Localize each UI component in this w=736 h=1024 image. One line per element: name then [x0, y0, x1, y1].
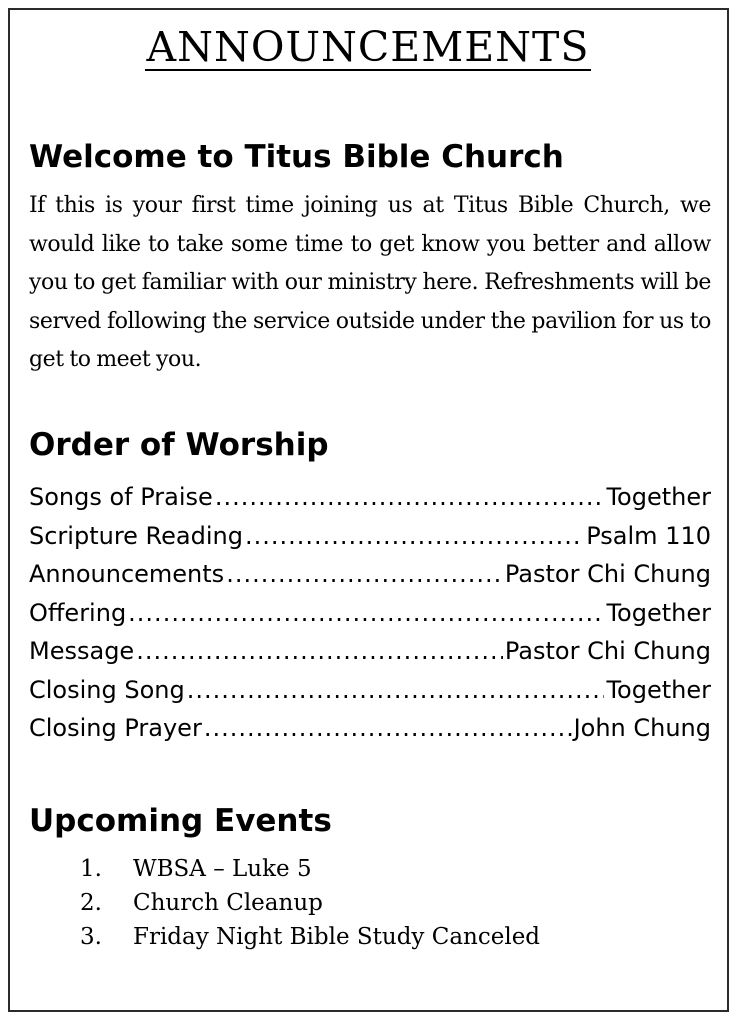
- worship-item-name: Closing Prayer: [29, 714, 202, 742]
- dot-leader: [204, 709, 572, 748]
- event-text: Friday Night Bible Study Canceled: [133, 924, 541, 950]
- event-number: 3.: [80, 924, 102, 950]
- dot-leader: [245, 517, 584, 556]
- event-text: WBSA – Luke 5: [133, 856, 312, 882]
- order-of-worship-heading: Order of Worship: [29, 427, 329, 463]
- event-text: Church Cleanup: [133, 890, 323, 916]
- worship-row: [29, 671, 711, 710]
- worship-item-leader: Together: [606, 675, 711, 704]
- event-number: 2.: [80, 890, 102, 916]
- dot-leader: [226, 555, 503, 594]
- worship-item-name: Songs of Praise: [29, 483, 213, 511]
- page-title: [0, 22, 736, 72]
- worship-row: [29, 478, 711, 517]
- worship-row: [29, 709, 711, 748]
- worship-item-leader: Psalm 110: [586, 521, 711, 550]
- welcome-paragraph: If this is your first time joining us at Titus Bible Church, we would like to take some time to get know you better and allow you to get familiar with our ministry here. Refreshments will be served following the service outside under the pavilion for us to get to meet you.: [29, 193, 711, 372]
- worship-item-leader: Pastor Chi Chung: [504, 637, 711, 665]
- worship-row: [29, 632, 711, 671]
- worship-item-leader: Pastor Chi Chung: [504, 560, 711, 588]
- worship-item-name: Scripture Reading: [29, 521, 243, 550]
- dot-leader: [136, 632, 503, 671]
- worship-item-name: Announcements: [29, 560, 225, 588]
- worship-item-leader: John Chung: [573, 714, 711, 742]
- worship-item-name: Closing Song: [29, 675, 185, 704]
- welcome-heading: Welcome to Titus Bible Church: [29, 139, 564, 175]
- worship-row: [29, 555, 711, 594]
- dot-leader: [187, 671, 605, 710]
- event-number: 1.: [80, 856, 102, 882]
- worship-item-name: Message: [29, 637, 135, 665]
- event-item: [80, 920, 700, 954]
- upcoming-events-list: [80, 852, 700, 954]
- worship-row: [29, 517, 711, 556]
- worship-item-name: Offering: [29, 598, 127, 627]
- order-of-worship-list: [29, 478, 711, 748]
- worship-item-leader: Together: [606, 598, 711, 627]
- event-item: [80, 852, 700, 886]
- dot-leader: [128, 594, 604, 633]
- page-title-text: ANNOUNCEMENTS: [146, 23, 590, 71]
- worship-row: [29, 594, 711, 633]
- worship-item-leader: Together: [606, 483, 711, 511]
- upcoming-events-heading: Upcoming Events: [29, 803, 332, 839]
- event-item: [80, 886, 700, 920]
- dot-leader: [215, 478, 605, 517]
